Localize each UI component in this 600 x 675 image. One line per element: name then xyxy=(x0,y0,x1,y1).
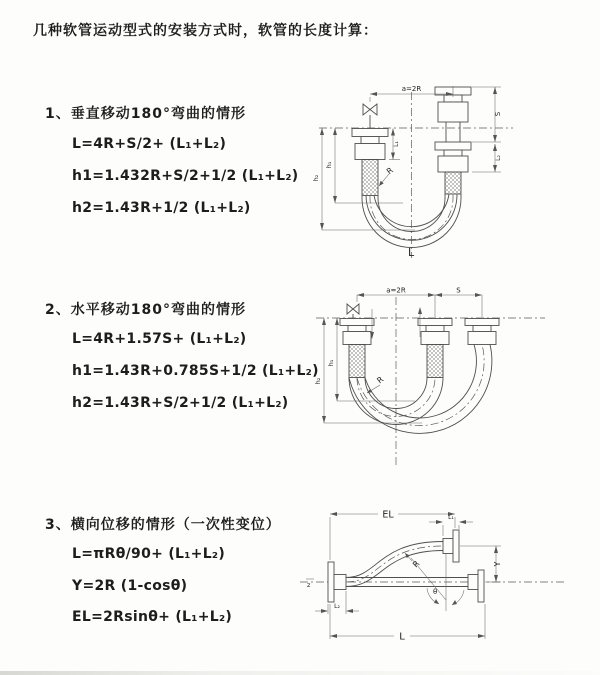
section1-heading: 1、垂直移动180°弯曲的情形 xyxy=(45,106,246,122)
axis-mark-label: z xyxy=(307,581,311,589)
dim-h2-label: h₂ xyxy=(314,377,322,385)
dim-length xyxy=(330,604,485,643)
radius-label: R xyxy=(375,374,386,386)
dim-h1-label: h₁ xyxy=(327,359,335,367)
left-braid-section xyxy=(349,345,365,378)
radius-callout xyxy=(367,375,386,393)
section1-formula-h2: h2=1.43R+1/2 (L₁+L₂) xyxy=(72,200,251,216)
dim-width-label: a=2R xyxy=(401,85,422,93)
left-braid-section xyxy=(362,160,378,196)
dim-h1-label: h₁ xyxy=(325,161,333,169)
dim-travel-s xyxy=(472,87,502,142)
dim-connector-left-label: L₁ xyxy=(393,141,400,147)
right-flange-connector xyxy=(465,319,499,345)
dim-el-label: EL xyxy=(382,509,394,521)
angle-label: θ xyxy=(433,588,438,596)
radius-label: R xyxy=(384,165,395,177)
dim-connector-left xyxy=(389,129,400,160)
section2-formula-h2: h2=1.43R+S/2+1/2 (L₁+L₂) xyxy=(72,395,289,411)
section1-formula-h1: h1=1.432R+S/2+1/2 (L₁+L₂) xyxy=(72,168,299,184)
dim-connector-left xyxy=(315,591,359,614)
middle-flange-connector xyxy=(418,319,452,345)
displaced-hose-curve xyxy=(346,542,443,587)
dim-travel-s xyxy=(435,287,482,318)
page-title: 几种软管运动型式的安装方式时，软管的长度计算： xyxy=(33,23,378,39)
section2-formula-h1: h1=1.43R+0.785S+1/2 (L₁+L₂) xyxy=(72,363,319,379)
section3-formula-el: EL=2Rsinθ+ (L₁+L₂) xyxy=(72,609,233,625)
left-flange-connector xyxy=(352,129,388,160)
section3-heading: 3、横向位移的情形（一次性变位） xyxy=(45,517,281,533)
section2-heading: 2、水平移动180°弯曲的情形 xyxy=(45,302,246,318)
hose-center-line-pos2 xyxy=(357,345,484,426)
length-label: L xyxy=(408,246,415,259)
section1-formula-length: L=4R+S/2+ (L₁+L₂) xyxy=(72,136,227,152)
axis-mark xyxy=(306,579,314,589)
dim-travel-label: S xyxy=(494,111,502,117)
right-flange-upper xyxy=(443,530,459,562)
left-flange-connector xyxy=(340,319,374,345)
dim-connector-top xyxy=(429,514,473,536)
dim-h2-label: h₂ xyxy=(312,174,320,182)
radius-callout xyxy=(379,165,395,186)
diagram-vertical-180-bend xyxy=(305,72,575,260)
dim-h1 xyxy=(327,318,415,401)
dim-width-label: a=2R xyxy=(386,286,406,295)
dim-travel-label: S xyxy=(456,286,461,295)
diagram-lateral-displacement xyxy=(298,503,583,653)
diagram-horizontal-180-bend xyxy=(310,283,590,468)
section2-formula-length: L=4R+1.57S+ (L₁+L₂) xyxy=(72,331,247,347)
scan-edge-artifact xyxy=(0,671,600,675)
dim-connector-left-label: L₂ xyxy=(334,603,340,610)
dim-length-label: L xyxy=(399,631,405,643)
dim-offset-label: Y xyxy=(493,561,502,567)
radius-label: R xyxy=(411,558,422,570)
valve-icon xyxy=(363,104,377,128)
right-flange-lower xyxy=(468,570,484,602)
radius-callout xyxy=(405,553,422,569)
left-flange xyxy=(328,562,346,602)
right-flange-connector-lower xyxy=(435,142,471,172)
section3-formula-y: Y=2R (1-cosθ) xyxy=(72,578,188,594)
angle-callout xyxy=(427,588,464,605)
right-pipe xyxy=(446,122,460,142)
dim-connector-top-label: L₁ xyxy=(448,514,454,521)
right-braid-section xyxy=(445,172,461,194)
valve-icon xyxy=(347,304,359,319)
section3-formula-length: L=πRθ/90+ (L₁+L₂) xyxy=(72,546,226,562)
hose-curves xyxy=(349,345,492,434)
dim-connector-right xyxy=(472,144,502,172)
dim-connector-right-label: L₂ xyxy=(495,155,502,161)
middle-braid-section xyxy=(427,345,443,378)
